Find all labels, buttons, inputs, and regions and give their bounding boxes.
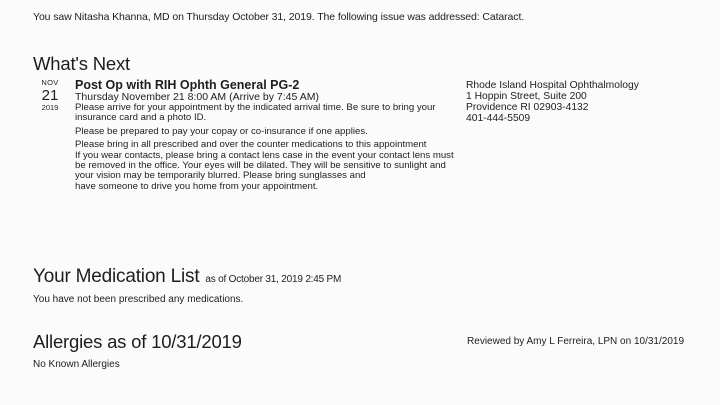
location-street: 1 Hoppin Street, Suite 200: [466, 91, 587, 102]
whats-next-heading: What's Next: [33, 53, 130, 74]
appointment-note: Please be prepared to pay your copay or co-insurance if one applies.: [75, 125, 368, 137]
location-name: Rhode Island Hospital Ophthalmology: [466, 80, 639, 91]
medication-as-of: as of October 31, 2019 2:45 PM: [205, 274, 342, 285]
appointment-note: Please bring in all prescribed and over the counter medications to this appointment: [75, 139, 427, 151]
allergies-heading: Allergies as of 10/31/2019: [33, 331, 242, 352]
appointment-month: NOV: [41, 78, 59, 87]
appointment-location: [466, 80, 639, 124]
appointment-note: If you wear contacts, please bring a contact lens case in the event your contact lens must be removed in the office. Your eyes will be dilated. They will be sensitive to sunlight and your vision may be temporarily blurred. Please bring sunglasses and: [75, 149, 454, 182]
appointment-date-badge: [37, 79, 63, 111]
location-city: Providence RI 02903-4132: [466, 102, 589, 113]
visit-summary-text: You saw Nitasha Khanna, MD on Thursday October 31, 2019. The following issue was addressed: Cataract.: [33, 11, 525, 23]
appointment-title: Post Op with RIH Ophth General PG-2: [75, 78, 300, 92]
cropped-heading-fragment: [37, 0, 157, 2]
location-phone: 401-444-5509: [466, 113, 531, 124]
appointment-note: have someone to drive you home from your appointment.: [75, 180, 319, 192]
appointment-day: 21: [41, 86, 59, 104]
allergies-status-text: No Known Allergies: [33, 359, 120, 370]
allergies-reviewed-by: Reviewed by Amy L Ferreira, LPN on 10/31/2019: [467, 336, 684, 347]
medication-list-title: Your Medication List: [33, 266, 200, 287]
medication-list-heading: [33, 266, 341, 288]
appointment-details: [75, 78, 460, 192]
appointment-year: 2019: [41, 102, 59, 112]
appointment-time: Thursday November 21 8:00 AM (Arrive by 7:45 AM): [75, 91, 319, 103]
appointment-note: Please arrive for your appointment by the indicated arrival time. Be sure to bring your insurance card and a photo ID.: [75, 102, 436, 124]
medication-status-text: You have not been prescribed any medications.: [33, 294, 244, 305]
